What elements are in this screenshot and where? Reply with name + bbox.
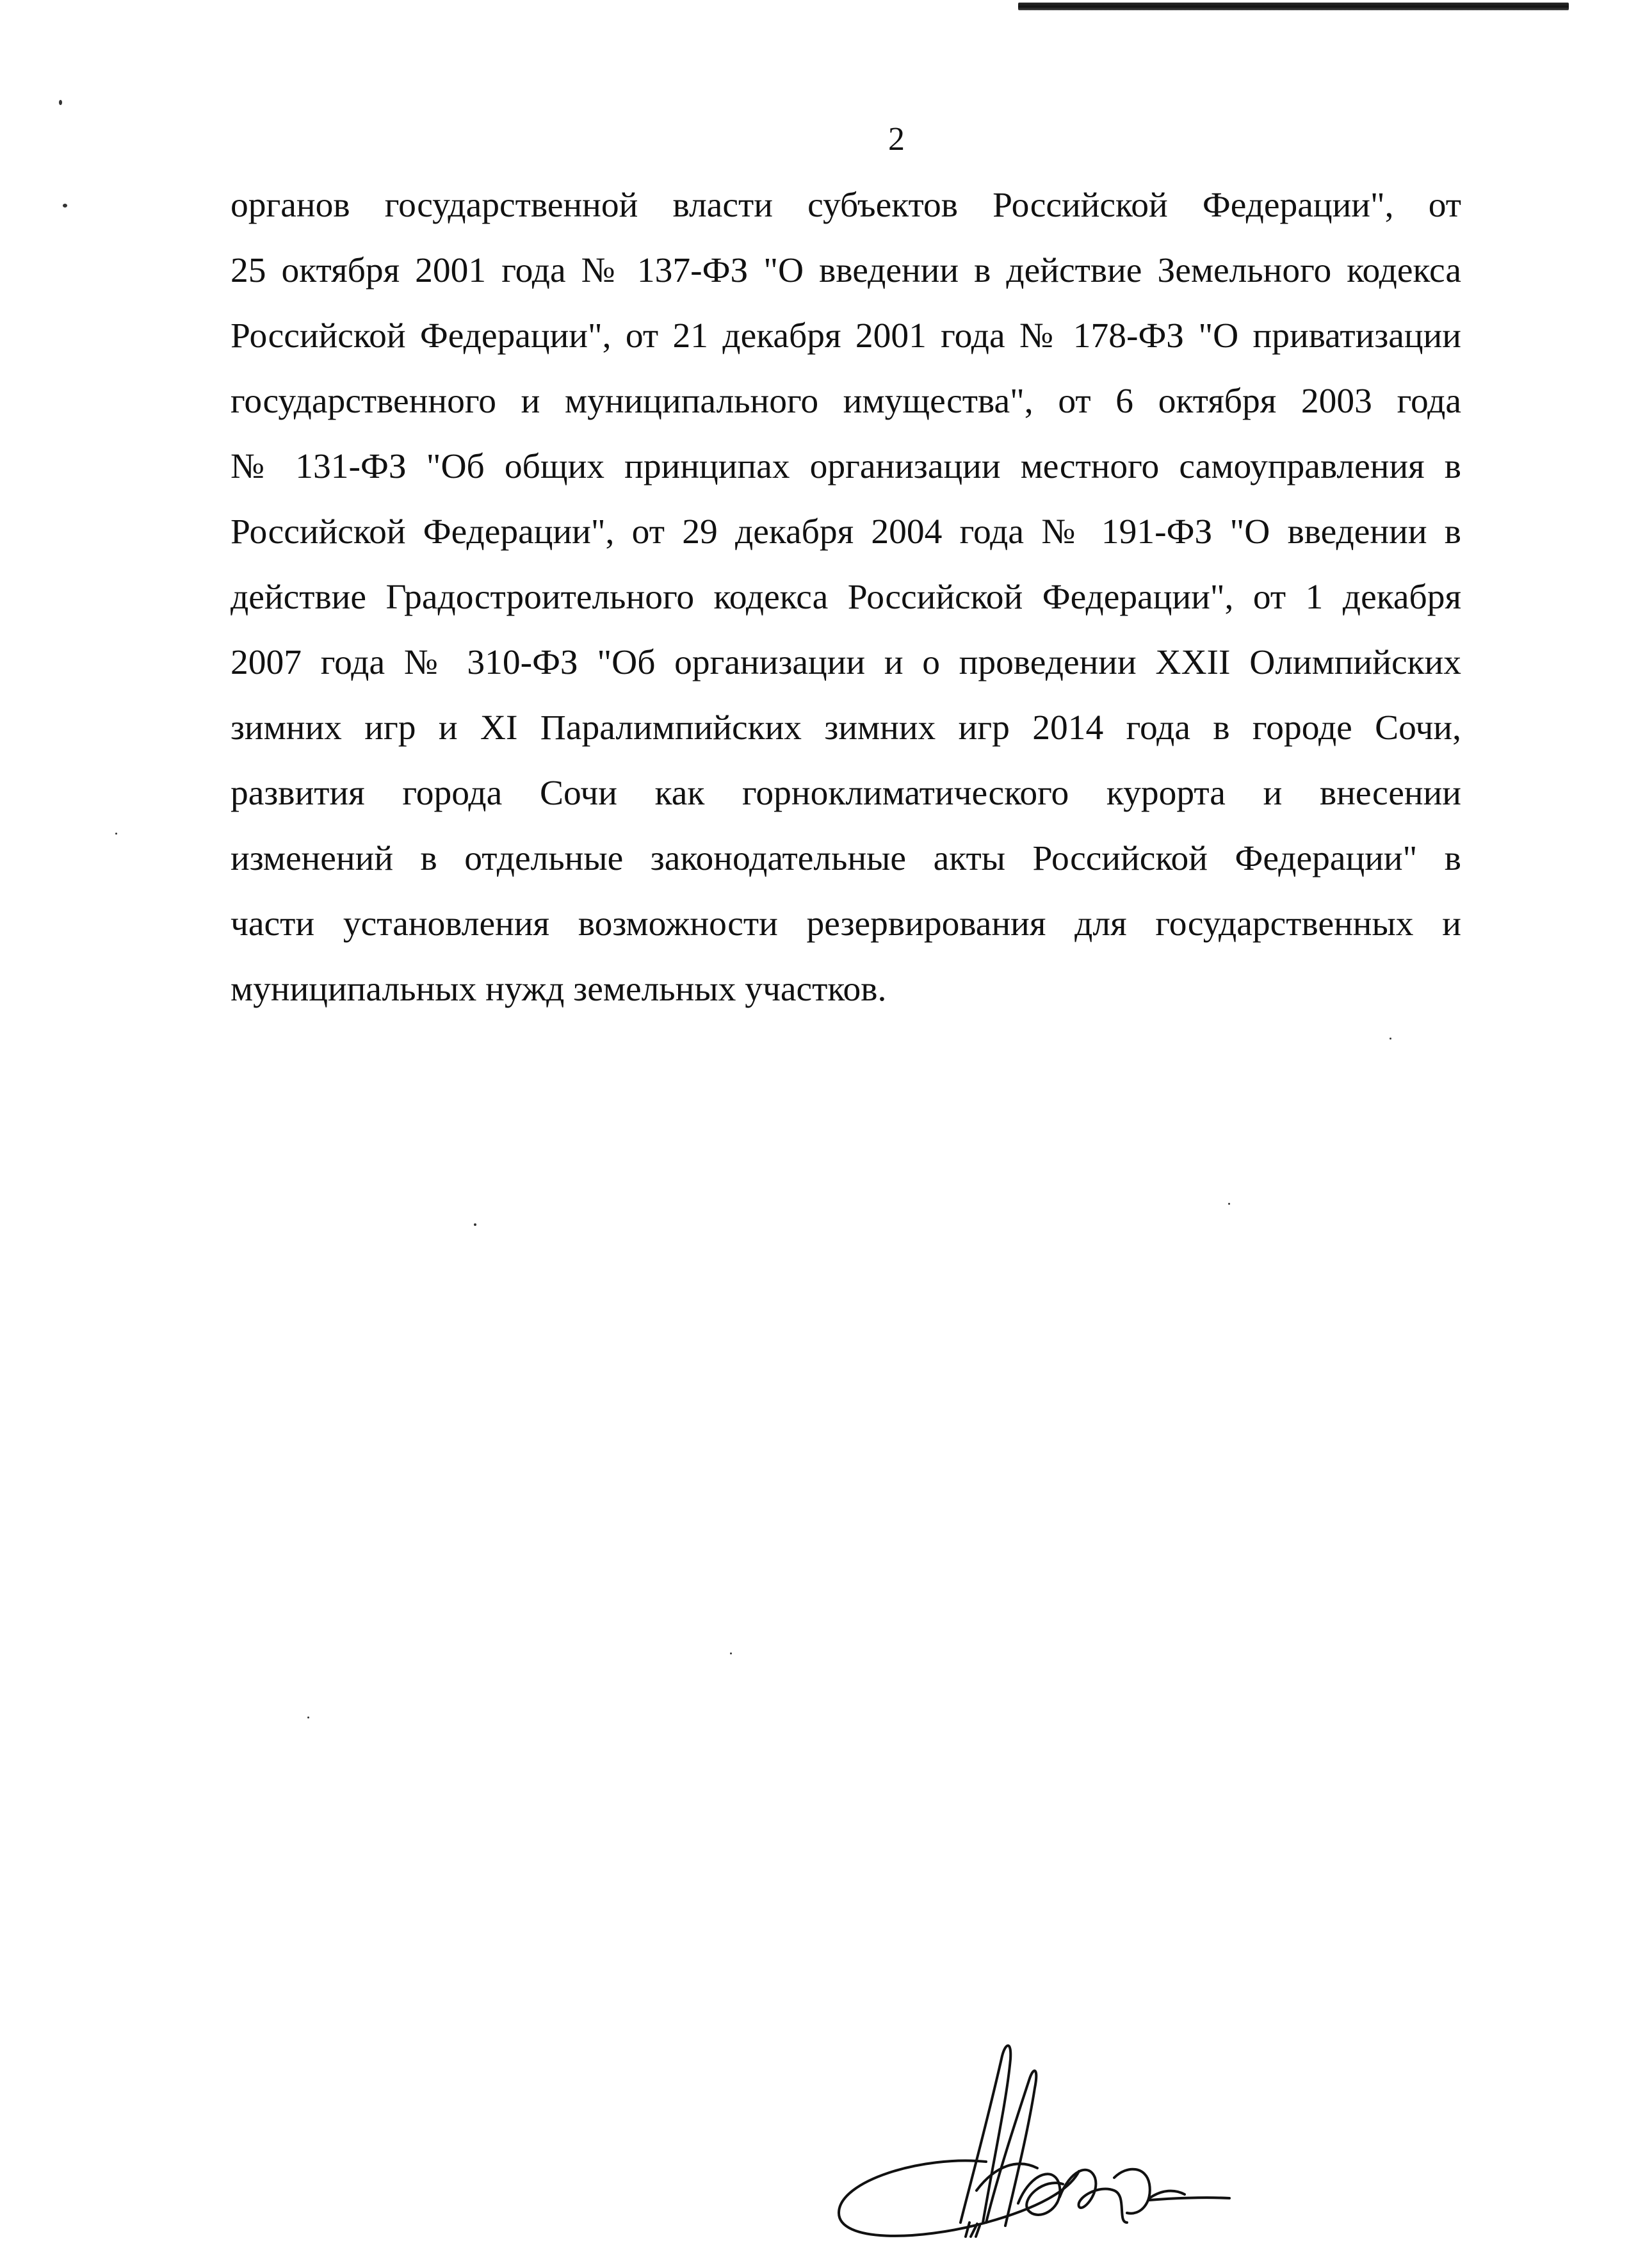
scan-speck (59, 100, 62, 105)
scan-speck (1390, 1038, 1391, 1040)
top-edge-rule (1018, 3, 1569, 10)
scan-speck (307, 1717, 309, 1718)
scan-speck (63, 204, 67, 208)
text-line: органов государственной власти субъектов Российской Федерации", от (231, 186, 1461, 225)
text-line: развития города Сочи как горноклиматического курорта и внесении (231, 774, 1461, 813)
scan-speck (115, 833, 117, 835)
text-line: № 131-ФЗ "Об общих принципах организации местного самоуправления в (231, 447, 1461, 486)
text-line: государственного и муниципального имущества", от 6 октября 2003 года (231, 382, 1461, 421)
text-line: 2007 года № 310-ФЗ "Об организации и о проведении XXII Олимпийских (231, 643, 1461, 682)
handwritten-signature (826, 2030, 1236, 2248)
text-line: действие Градостроительного кодекса Российской Федерации", от 1 декабря (231, 578, 1461, 617)
page-number: 2 (888, 121, 905, 158)
text-line: части установления возможности резервирования для государственных и (231, 904, 1461, 943)
text-line: зимних игр и XI Паралимпийских зимних игр 2014 года в городе Сочи, (231, 708, 1461, 747)
text-line: Российской Федерации", от 29 декабря 2004 года № 191-ФЗ "О введении в (231, 512, 1461, 551)
text-line: Российской Федерации", от 21 декабря 2001 года № 178-ФЗ "О приватизации (231, 316, 1461, 355)
scan-speck (474, 1223, 476, 1226)
text-line: изменений в отдельные законодательные акты Российской Федерации" в (231, 839, 1461, 878)
text-line: 25 октября 2001 года № 137-ФЗ "О введении в действие Земельного кодекса (231, 251, 1461, 290)
scan-speck (730, 1652, 732, 1654)
body-paragraph (231, 173, 1461, 1022)
scan-speck (1228, 1203, 1230, 1205)
text-line: муниципальных нужд земельных участков. (231, 970, 887, 1009)
